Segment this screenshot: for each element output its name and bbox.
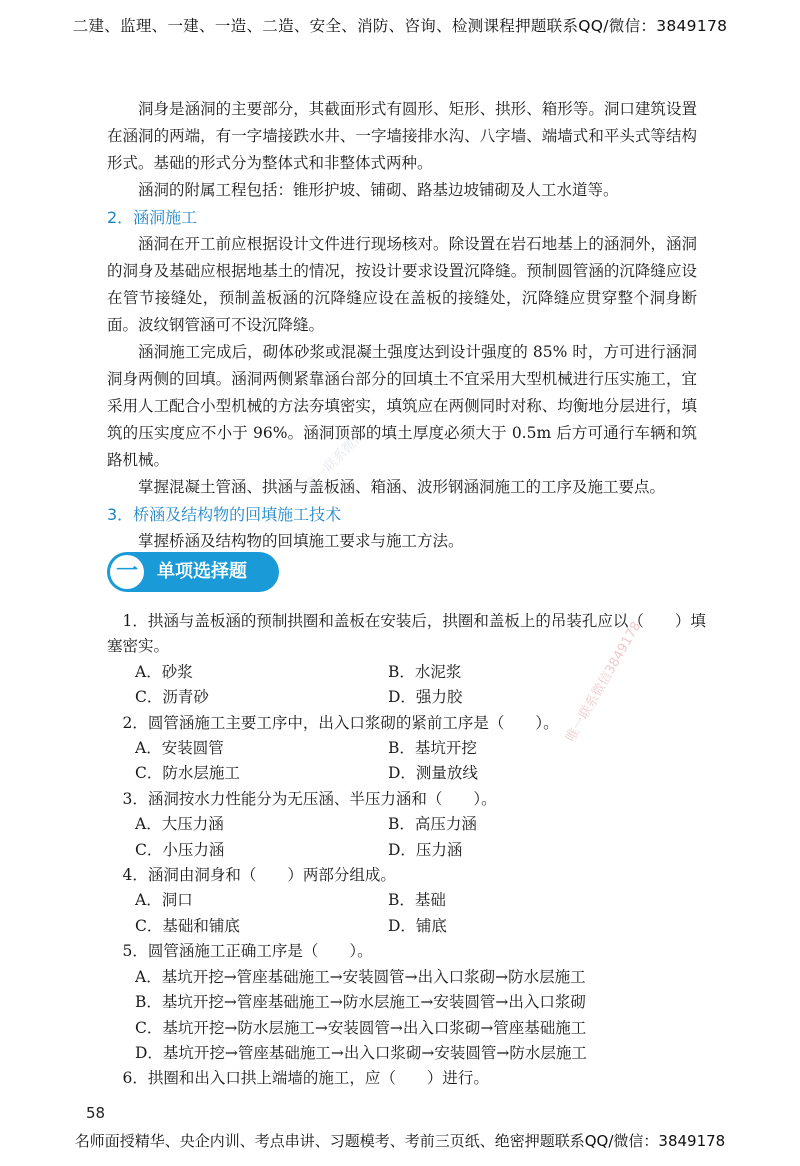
page-number: 58 [86, 1104, 106, 1122]
question-stem: 1．拱涵与盖板涵的预制拱圈和盖板在安装后，拱圈和盖板上的吊装孔应以（ ）填塞密实。 [107, 612, 706, 656]
intro-paragraph: 涵洞的附属工程包括：锥形护坡、铺砌、路基边坡铺砌及人工水道等。 [138, 181, 619, 199]
option-item: C．基础和铺底 [135, 916, 240, 935]
section2-paragraph: 掌握混凝土管涵、拱涵与盖板涵、箱涵、波形钢涵洞施工的工序及施工要点。 [138, 478, 666, 496]
option-item: A．大压力涵 [135, 815, 224, 834]
option-item: A．基坑开挖→管座基础施工→安装圆管→出入口浆砌→防水层施工 [135, 967, 586, 986]
section-heading-culvert-construction: 2．涵洞施工 [107, 208, 198, 227]
question-list [107, 609, 707, 1092]
top-banner: 二建、监理、一建、一造、二造、安全、消防、咨询、检测课程押题联系QQ/微信：3849178 [72, 17, 728, 35]
section2-paragraph: 涵洞施工完成后，砌体砂浆或混凝土强度达到设计强度的 85% 时，方可进行涵洞洞身两侧的回填。涵洞两侧紧靠涵台部分的回填土不宜采用大型机械进行压实施工，宜采用人工配合小型机械的方法夯填密实，填筑应在两侧同时对称、均衡地分层进行，填筑的压实度应不小于 96%。涵洞顶部的填土厚度必须大于 0.5m 后方可通行车辆和筑路机械。 [107, 343, 697, 469]
intro-paragraph: 洞身是涵洞的主要部分，其截面形式有圆形、矩形、拱形、箱形等。洞口建筑设置在涵洞的两端，有一字墙接跌水井、一字墙接排水沟、八字墙、端墙式和平头式等结构形式。基础的形式分为整体式和非整体式两种。 [107, 100, 697, 172]
badge-number: 一 [110, 555, 144, 589]
option-item: C．防水层施工 [135, 764, 240, 783]
section2-paragraph: 涵洞在开工前应根据设计文件进行现场核对。除设置在岩石地基上的涵洞外，涵洞的洞身及基础应根据地基土的情况，按设计要求设置沉降缝。预制圆管涵的沉降缝应设在管节接缝处，预制盖板涵的沉降缝应设在盖板的接缝处，沉降缝应贯穿整个洞身断面。波纹钢管涵可不设沉降缝。 [107, 235, 697, 334]
option-item: A．洞口 [135, 891, 193, 910]
option-item: C．小压力涵 [135, 840, 225, 859]
option-item: C．沥青砂 [135, 688, 209, 707]
question-options [107, 812, 707, 863]
badge-label: 单项选择题 [157, 561, 247, 582]
option-item: A．砂浆 [135, 662, 193, 681]
question-stem: 3．涵洞按水力性能分为无压涵、半压力涵和（ ）。 [122, 789, 497, 808]
section-heading-backfill: 3．桥涵及结构物的回填施工技术 [107, 505, 342, 524]
body-content [107, 96, 697, 555]
option-item: D．压力涵 [388, 840, 463, 859]
option-item: D．强力胶 [388, 688, 463, 707]
watermark-text: 唯一联系微信3849178 [563, 619, 645, 745]
option-item: B．基坑开挖 [388, 739, 477, 758]
option-item: A．安装圆管 [135, 739, 224, 758]
question-stem: 6．拱圈和出入口拱上端墙的施工，应（ ）进行。 [122, 1069, 489, 1088]
option-item: D．测量放线 [388, 764, 478, 783]
option-item: D．基坑开挖→管座基础施工→出入口浆砌→安装圆管→防水层施工 [135, 1043, 587, 1062]
question-options [107, 888, 707, 939]
question-stem: 2．圆管涵施工主要工序中，出入口浆砌的紧前工序是（ ）。 [122, 713, 559, 732]
option-item: C．基坑开挖→防水层施工→安装圆管→出入口浆砌→管座基础施工 [135, 1018, 587, 1037]
section3-paragraph: 掌握桥涵及结构物的回填施工要求与施工方法。 [138, 532, 464, 550]
single-choice-badge [107, 552, 279, 592]
bottom-banner: 名师面授精华、央企内训、考点串讲、习题模考、考前三页纸、绝密押题联系QQ/微信：3849178 [74, 1132, 726, 1150]
question-stem: 4．涵洞由洞身和（ ）两部分组成。 [122, 866, 396, 885]
option-item: B．高压力涵 [388, 815, 477, 834]
option-item: D．铺底 [388, 916, 447, 935]
watermark-text-faint: 唯一联系微信 [302, 427, 369, 494]
option-item: B．基坑开挖→管座基础施工→防水层施工→安装圆管→出入口浆砌 [135, 993, 586, 1012]
question-stem: 5．圆管涵施工正确工序是（ ）。 [122, 942, 373, 961]
option-item: B．水泥浆 [388, 662, 462, 681]
option-item: B．基础 [388, 891, 446, 910]
question-options [107, 736, 707, 787]
question-options [107, 965, 707, 1067]
